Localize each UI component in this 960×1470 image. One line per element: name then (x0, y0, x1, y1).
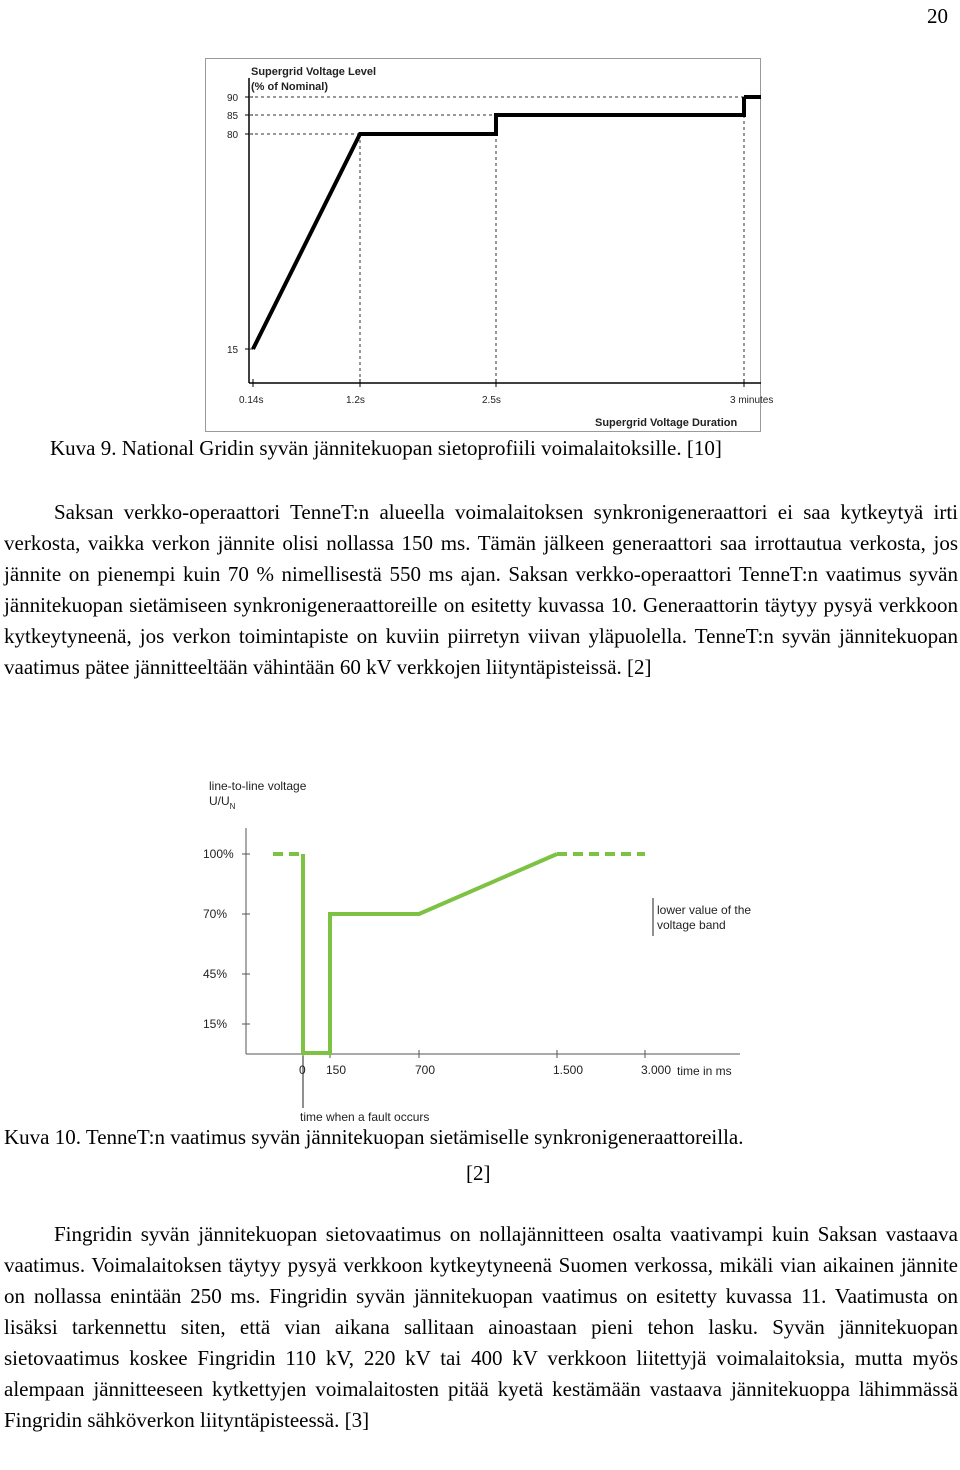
fig10-x-tick-label: 1.500 (553, 1063, 584, 1077)
figure-10-chart (195, 770, 775, 1130)
fig10-x-tick-label: 150 (326, 1063, 347, 1077)
fig10-x-tick-label: 0 (299, 1063, 306, 1077)
figure-10-caption-line1: Kuva 10. TenneT:n vaatimus syvän jännitekuopan sietämiselle synkronigeneraattoreilla. (4, 1125, 744, 1149)
fig10-x-tick-label: 700 (415, 1063, 436, 1077)
fig10-y-tick-label: 70% (203, 907, 228, 921)
figure-9-chart (205, 58, 774, 432)
fig9-x-tick-label: 1.2s (346, 395, 365, 406)
fig10-x-note: time when a fault occurs (300, 1110, 430, 1124)
fig10-ylabel-base: U/U (209, 794, 230, 808)
fig10-ylabel-line2 (209, 794, 236, 811)
fig10-y-tick-label: 45% (203, 967, 228, 981)
fig10-annotation-line1: lower value of the (657, 903, 752, 917)
fig10-series-line (303, 854, 557, 1053)
fig9-x-tick-label: 3 minutes (730, 395, 774, 406)
fig10-ylabel-sub: N (229, 802, 236, 811)
fig9-xlabel: Supergrid Voltage Duration (595, 417, 738, 429)
fig9-ylabel-line2: (% of Nominal) (251, 81, 328, 93)
fig10-x-tick-label: 3.000 (641, 1063, 672, 1077)
fig9-y-tick-label: 15 (227, 345, 239, 356)
fig9-y-tick-label: 85 (227, 111, 239, 122)
paragraph-2-text: Fingridin syvän jännitekuopan sietovaatimus on nollajännitteen osalta vaativampi kuin Saksan vastaava vaatimus. Voimalaitoksen täytyy pysyä verkkoon kytkeytyneenä Suomen verkossa, mikäli vian aikainen jännite on nollassa enintään 250 ms. Fingridin syvän jännitekuopan vaatimus on esitetty kuvassa 11. Vaatimusta on lisäksi tarkennettu siten, että vian aikana sallitaan ainoastaan pieni tehon lasku. Syvän jännitekuopan sietovaatimus koskee Fingridin 110 kV, 220 kV tai 400 kV verkkoon liitettyjä voimalaitoksia, mutta myös alempaan jännitteeseen kytkettyjen voimalaitosten pitää kyetä kestämään vastaava jännitekuoppa lähimmässä Fingridin sähköverkon liityntäpisteessä. [3] (4, 1222, 958, 1432)
fig10-xlabel: time in ms (677, 1064, 732, 1078)
figure-10-caption-line2: [2] (466, 1161, 491, 1185)
figure-9-caption: Kuva 9. National Gridin syvän jännitekuopan sietoprofiili voimalaitoksille. [10] (50, 436, 722, 460)
page-number: 20 (927, 4, 948, 28)
fig9-ylabel-line1: Supergrid Voltage Level (251, 66, 377, 78)
fig9-y-tick-label: 90 (227, 93, 239, 104)
fig9-series-line (253, 97, 744, 349)
fig9-x-tick-label: 2.5s (482, 395, 501, 406)
fig10-ylabel-line1: line-to-line voltage (209, 779, 307, 793)
fig9-y-tick-label: 80 (227, 130, 239, 141)
paragraph-2 (4, 1219, 958, 1436)
fig10-annotation-line2: voltage band (657, 918, 726, 932)
fig9-x-tick-label: 0.14s (239, 395, 264, 406)
paragraph-1 (4, 497, 958, 683)
fig10-y-tick-label: 100% (203, 847, 234, 861)
paragraph-1-text: Saksan verkko-operaattori TenneT:n alueella voimalaitoksen synkronigeneraattori ei saa kytkeytyä irti verkosta, vaikka verkon jännite olisi nollassa 150 ms. Tämän jälkeen generaattori saa irrottautua verkosta, jos jännite on pienempi kuin 70 % nimellisestä 550 ms ajan. Saksan verkko-operaattori TenneT:n vaatimus syvän jännitekuopan sietämiseen synkronigeneraattoreille on esitetty kuvassa 10. Generaattorin täytyy pysyä verkkoon kytkeytyneenä, jos verkon toimintapiste on kuviin piirretyn viivan yläpuolella. TenneT:n syvän jännitekuopan vaatimus pätee jännitteeltään vähintään 60 kV verkkojen liityntäpisteissä. [2] (4, 500, 958, 679)
fig10-y-tick-label: 15% (203, 1017, 228, 1031)
